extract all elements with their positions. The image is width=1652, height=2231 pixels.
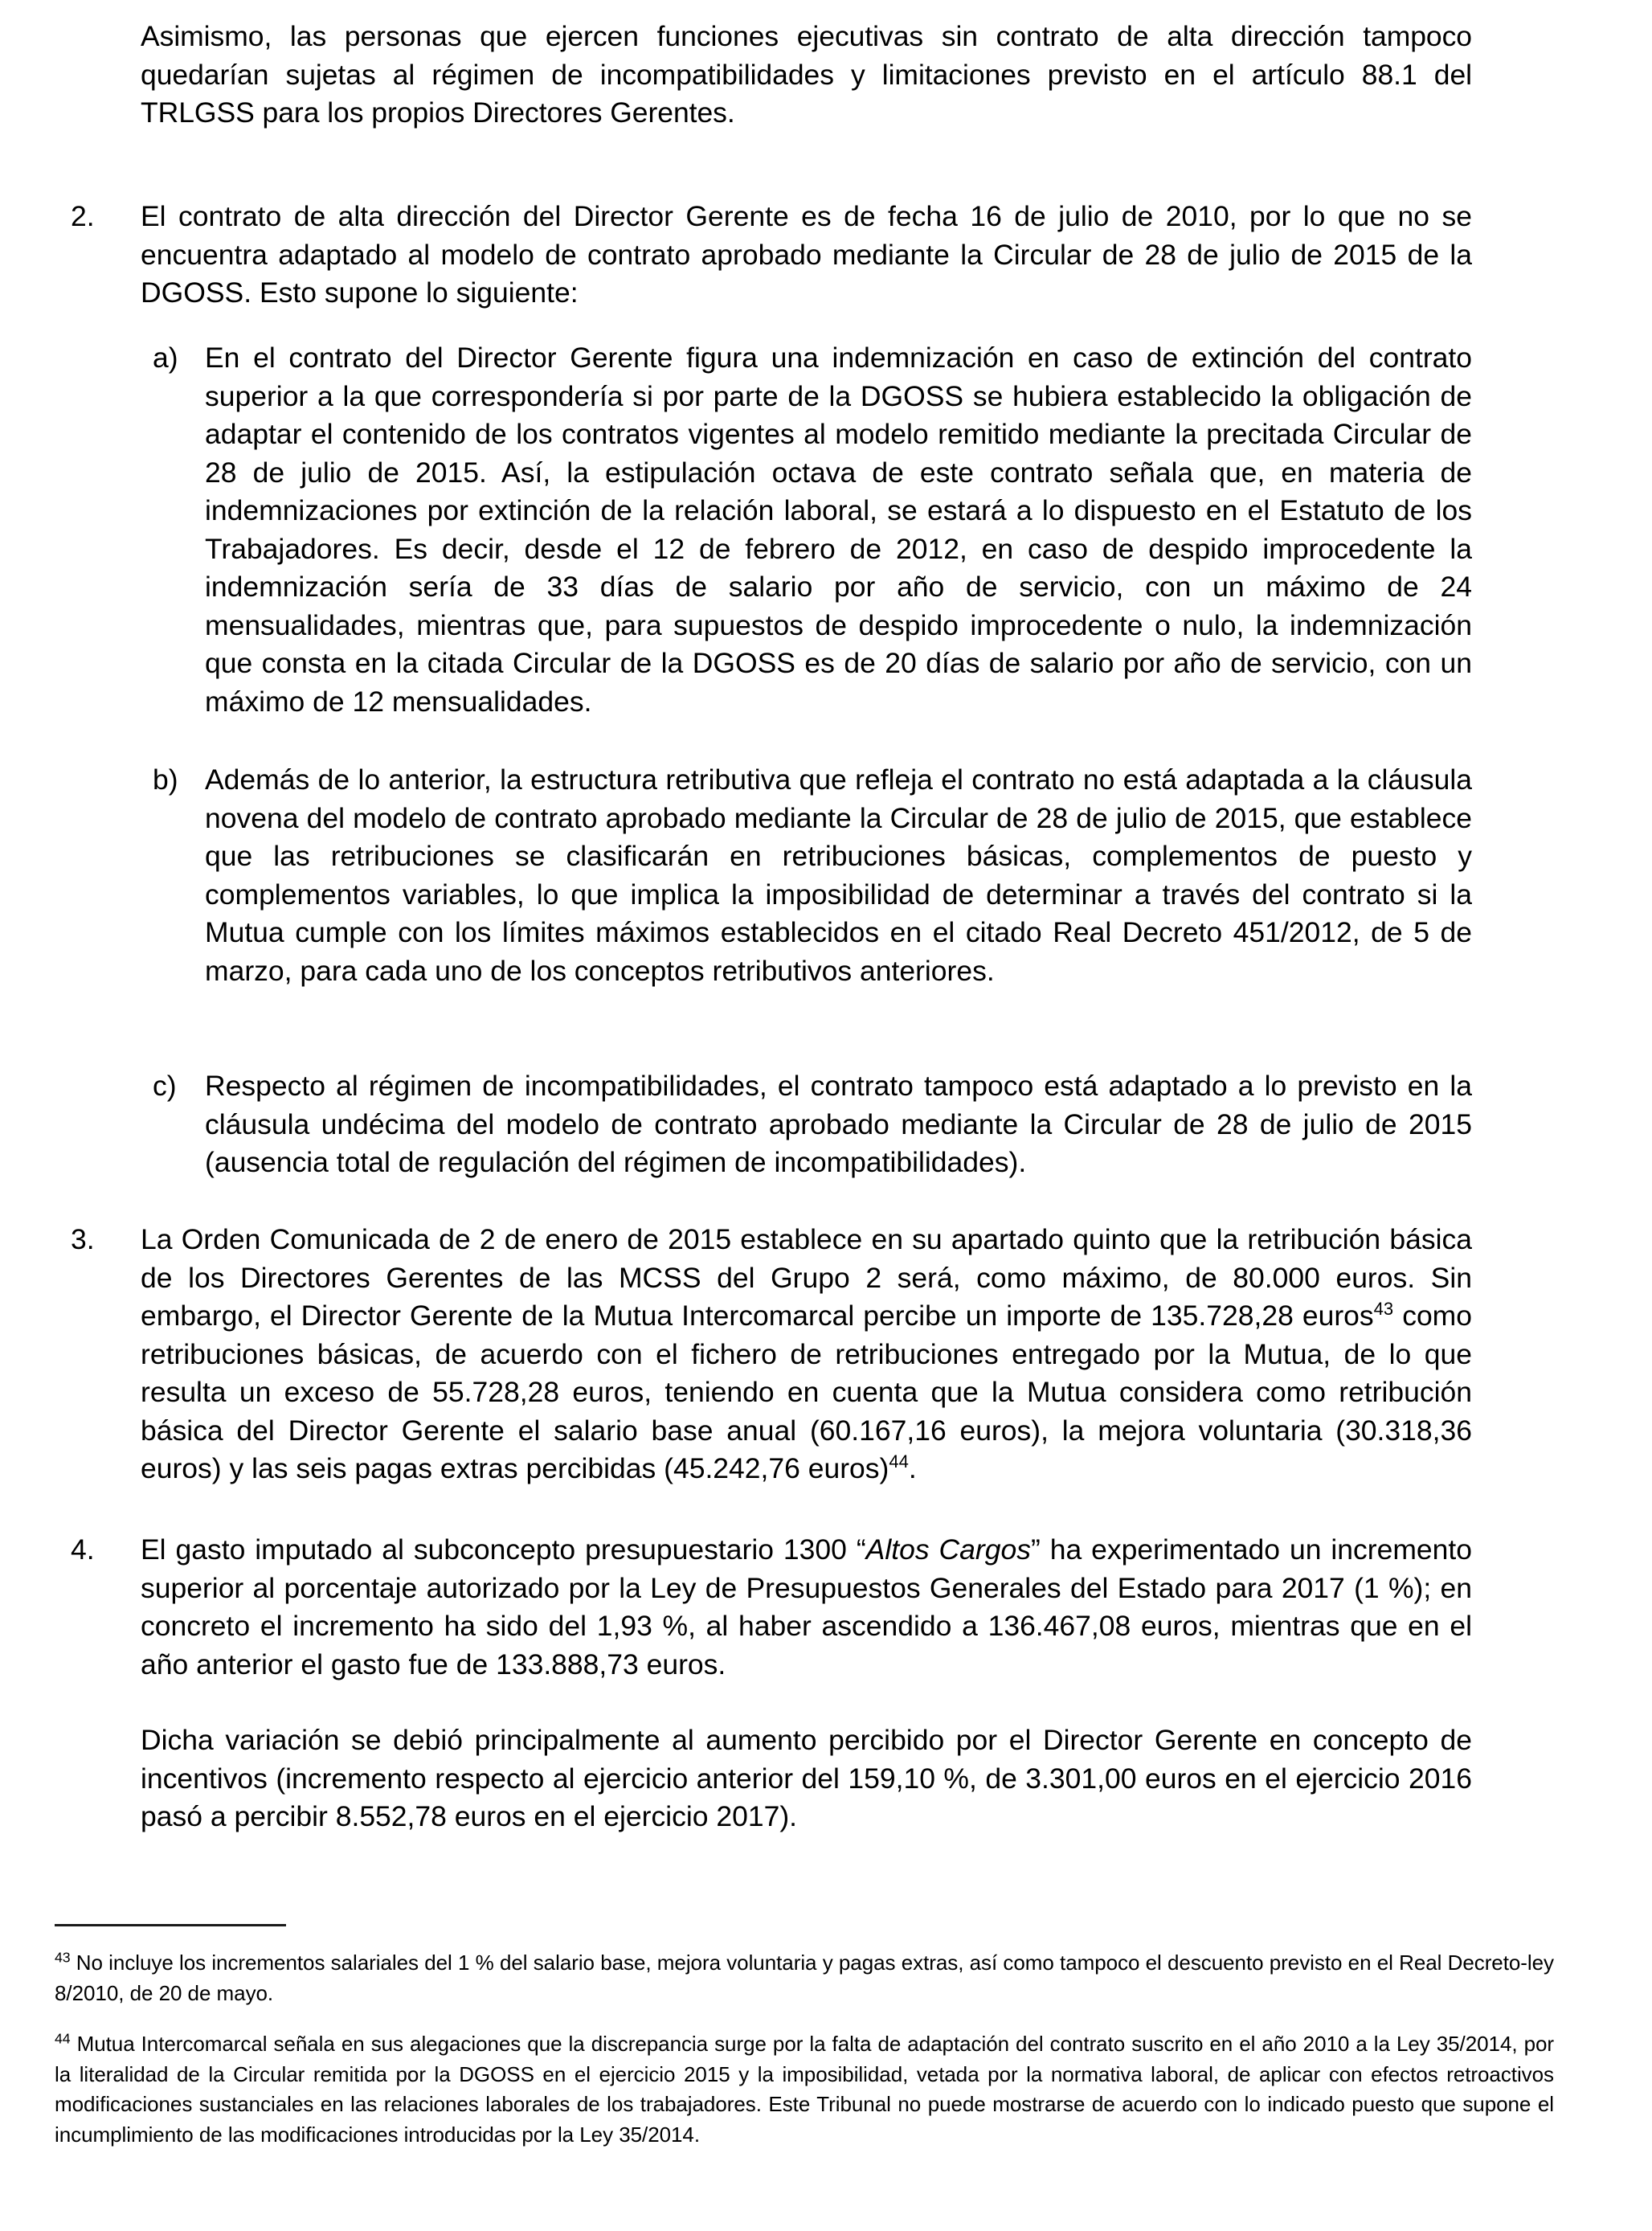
numbered-item-3-body (141, 1221, 1472, 1488)
numbered-item-2 (71, 198, 1472, 313)
intro-paragraph: Asimismo, las personas que ejercen funciones ejecutivas sin contrato de alta dirección tampoco quedarían sujetas al régimen de incompatibilidades y limitaciones previsto en el artículo 88.1 del TRLGSS para los propios Directores Gerentes. (141, 20, 1472, 129)
lettered-item-a (153, 339, 1472, 721)
numbered-item-2-body (141, 198, 1472, 313)
numbered-item-3-marker: 3. (71, 1223, 95, 1255)
numbered-item-4-second-paragraph: Dicha variación se debió principalmente al aumento percibido por el Director Gerente en concepto de incentivos (incremento respecto al ejercicio anterior del 159,10 %, de 3.301,00 euros en el ejercicio 2016 pasó a percibir 8.552,78 euros en el ejercicio 2017). (141, 1724, 1472, 1832)
lettered-item-c-text: Respecto al régimen de incompatibilidades, el contrato tampoco está adaptado a lo previsto en la cláusula undécima del modelo de contrato aprobado mediante la Circular de 28 de julio de 2015 (ausencia total de regulación del régimen de incompatibilidades). (205, 1070, 1472, 1178)
numbered-item-4 (71, 1531, 1472, 1836)
footnote-reference-44[interactable]: 44 (889, 1451, 909, 1472)
footnote-44-number: 44 (55, 2030, 71, 2047)
footnote-43 (55, 1948, 1554, 2008)
italic-term-altos-cargos: Altos Cargos (865, 1533, 1031, 1566)
footnote-44 (55, 2029, 1554, 2150)
lettered-item-b-text: Además de lo anterior, la estructura retributiva que refleja el contrato no está adaptada a la cláusula novena del modelo de contrato aprobado mediante la Circular de 28 de julio de 2015, que establece que las retribuciones se clasificarán en retribuciones básicas, complementos de puesto y complementos variables, lo que implica la imposibilidad de determinar a través del contrato si la Mutua cumple con los límites máximos establecidos en el citado Real Decreto 451/2012, de 5 de marzo, para cada uno de los conceptos retributivos anteriores. (205, 763, 1472, 987)
lettered-item-b-marker: b) (153, 763, 178, 796)
numbered-item-3-text-part2: como retribuciones básicas, de acuerdo con el fichero de retribuciones entregado por la Mutua, de lo que resulta un exceso de 55.728,28 euros, teniendo en cuenta que la Mutua considera como retribución básica del Director Gerente el salario base anual (60.167,16 euros), la mejora voluntaria (30.318,36 euros) y las seis pagas extras percibidas (45.242,76 euros) (141, 1300, 1472, 1484)
numbered-item-2-paragraph: El contrato de alta dirección del Director Gerente es de fecha 16 de julio de 2010, por lo que no se encuentra adaptado al modelo de contrato aprobado mediante la Circular de 28 de julio de 2015 de la DGOSS. Esto supone lo siguiente: (141, 200, 1472, 309)
numbered-item-4-marker: 4. (71, 1533, 95, 1566)
numbered-item-4-text-part1: El gasto imputado al subconcepto presupuestario 1300 “ (141, 1533, 866, 1566)
lettered-item-c (153, 1067, 1472, 1182)
lettered-item-a-text: En el contrato del Director Gerente figura una indemnización en caso de extinción del contrato superior a la que correspondería si por parte de la DGOSS se hubiera establecido la obligación de adaptar el contenido de los contratos vigentes al modelo remitido mediante la precitada Circular de 28 de julio de 2015. Así, la estipulación octava de este contrato señala que, en materia de indemnizaciones por extinción de la relación laboral, se estará a lo dispuesto en el Estatuto de los Trabajadores. Es decir, desde el 12 de febrero de 2012, en caso de despido improcedente la indemnización sería de 33 días de salario por año de servicio, con un máximo de 24 mensualidades, mientras que, para supuestos de despido improcedente o nulo, la indemnización que consta en la citada Circular de la DGOSS es de 20 días de salario por año de servicio, con un máximo de 12 mensualidades. (205, 342, 1472, 718)
numbered-item-3-text-part1: La Orden Comunicada de 2 de enero de 2015 establece en su apartado quinto que la retribución básica de los Directores Gerentes de las MCSS del Grupo 2 será, como máximo, de 80.000 euros. Sin embargo, el Director Gerente de la Mutua Intercomarcal percibe un importe de 135.728,28 euros (141, 1223, 1472, 1332)
numbered-item-4-text-part2: ” ha experimentado un incremento superior al porcentaje autorizado por la Ley de Presupuestos Generales del Estado para 2017 (1 %); en concreto el incremento ha sido del 1,93 %, al haber ascendido a 136.467,08 euros, mientras que en el año anterior el gasto fue de 133.888,73 euros. (141, 1533, 1472, 1680)
footnote-reference-43[interactable]: 43 (1373, 1299, 1394, 1320)
numbered-item-3-text-part3: . (908, 1452, 917, 1484)
lettered-item-a-marker: a) (153, 342, 178, 374)
numbered-item-3-paragraph (141, 1221, 1472, 1488)
footnote-43-number: 43 (55, 1949, 71, 1966)
lettered-item-c-marker: c) (153, 1070, 177, 1102)
footnotes-section (55, 1948, 1554, 2150)
footnote-separator-rule (55, 1924, 286, 1926)
numbered-item-4-body (141, 1531, 1472, 1836)
numbered-item-2-marker: 2. (71, 200, 95, 232)
footnote-44-text: Mutua Intercomarcal señala en sus alegaciones que la discrepancia surge por la falta de adaptación del contrato suscrito en el año 2010 a la Ley 35/2014, por la literalidad de la Circular remitida por la DGOSS en el ejercicio 2015 y la imposibilidad, vetada por la normativa laboral, de aplicar con efectos retroactivos modificaciones sustanciales en las relaciones laborales de los trabajadores. Este Tribunal no puede mostrarse de acuerdo con lo indicado puesto que supone el incumplimiento de las modificaciones introducidas por la Ley 35/2014. (55, 2032, 1554, 2147)
footnote-43-text: No incluye los incrementos salariales del 1 % del salario base, mejora voluntaria y pagas extras, así como tampoco el descuento previsto en el Real Decreto-ley 8/2010, de 20 de mayo. (55, 1951, 1554, 2005)
lettered-item-b (153, 761, 1472, 990)
numbered-item-3 (71, 1221, 1472, 1488)
numbered-item-4-paragraph (141, 1531, 1472, 1684)
